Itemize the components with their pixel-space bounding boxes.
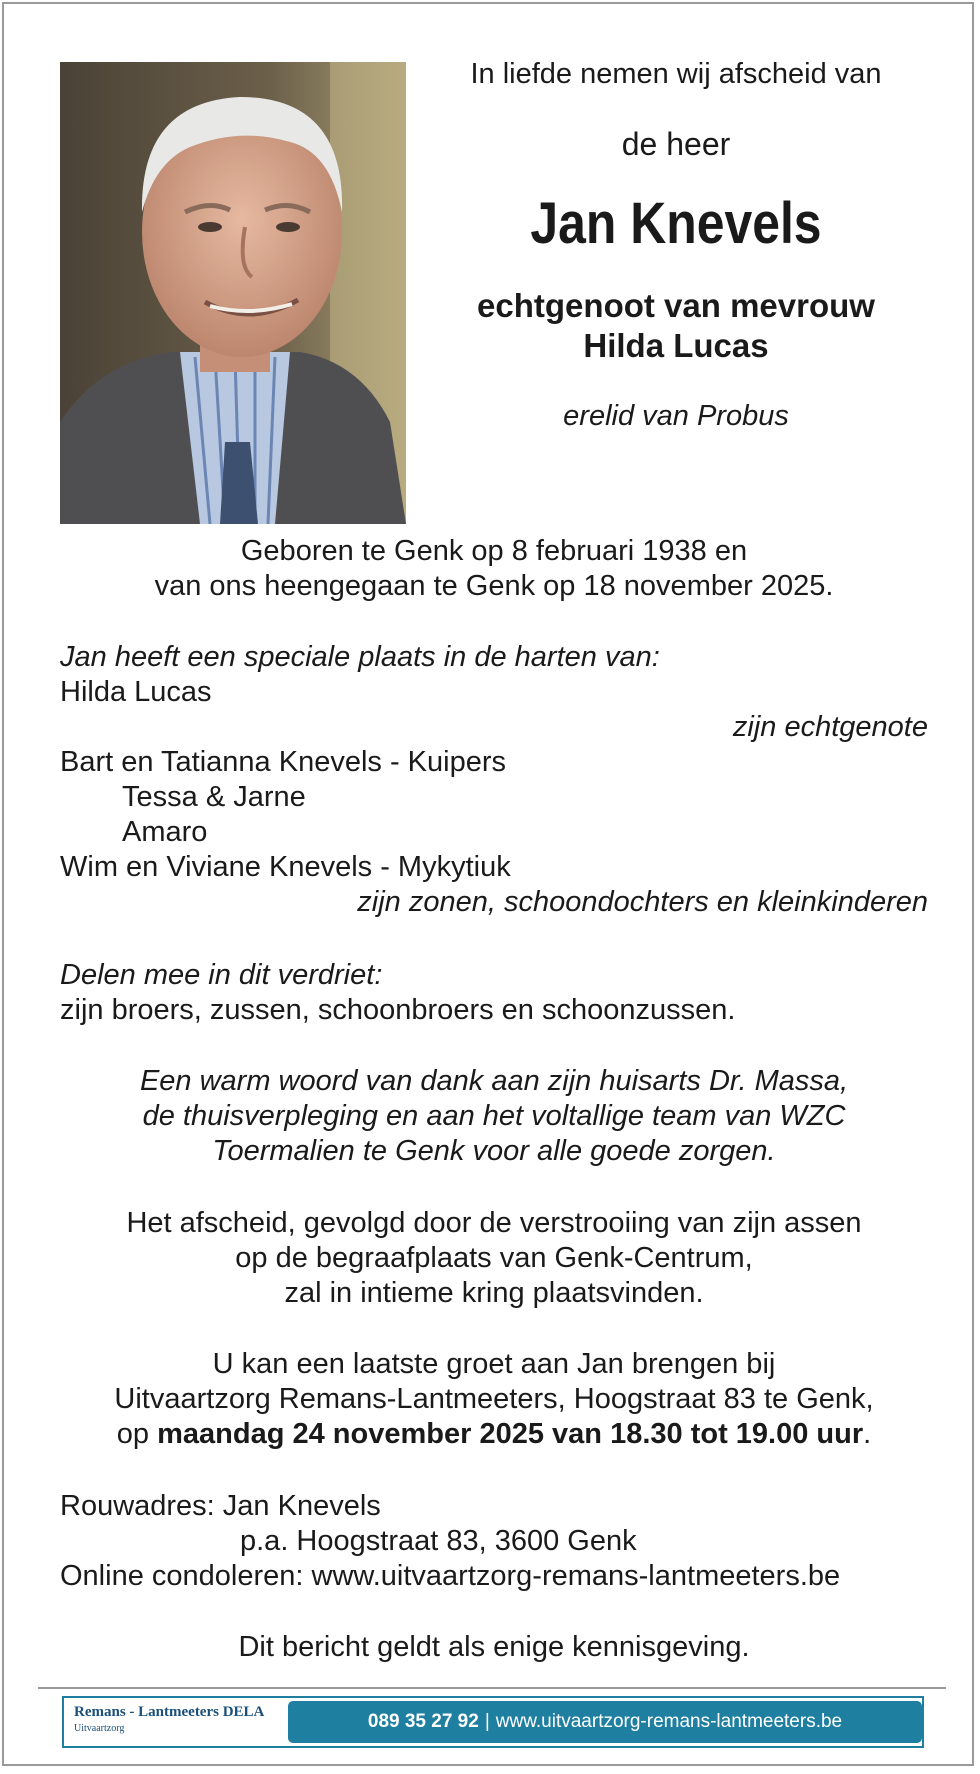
grandchildren-1: Tessa & Jarne [122,781,306,813]
footer-divider [38,1687,946,1689]
visit-line-1: U kan een laatste groet aan Jan brengen bij [212,1348,776,1380]
visit-block [60,1347,928,1452]
website-link[interactable]: www.uitvaartzorg-remans-lantmeeters.be [495,1711,843,1732]
dates-block [60,534,928,604]
spouse-line-2: Hilda Lucas [583,327,769,364]
spouse-name: Hilda Lucas [60,676,212,708]
notice-line: Dit bericht geldt als enige kennisgeving. [238,1631,750,1663]
title-prefix: de heer [621,126,731,162]
farewell-line-1: Het afscheid, gevolgd door de verstrooiing van zijn assen [126,1207,862,1239]
portrait-photo [60,62,406,524]
farewell-block [60,1206,928,1311]
farewell-line-2: op de begraafplaats van Genk-Centrum, [235,1242,753,1274]
deceased-name: Jan Knevels [530,191,822,256]
birth-line: Geboren te Genk op 8 februari 1938 en [240,535,748,567]
thanks-line-3: Toermalien te Genk voor alle goede zorgen. [212,1135,776,1167]
mourning-address-line-2: p.a. Hoogstraat 83, 3600 Genk [240,1525,637,1557]
spouse-line-1: echtgenoot van mevrouw [477,287,875,324]
visit-suffix: . [863,1418,872,1450]
thanks-line-2: de thuisverpleging en aan het voltallige team van WZC [142,1100,846,1132]
spouse-role: zijn echtgenote [732,711,928,743]
visit-prefix: op [116,1418,158,1450]
thanks-block [60,1064,928,1169]
phone-number[interactable]: 089 35 27 92 [367,1711,479,1732]
visit-datetime: maandag 24 november 2025 van 18.30 tot 19.00 uur [157,1418,864,1450]
family-block [60,640,928,920]
intro-line: In liefde nemen wij afscheid van [470,58,882,90]
logo-name: Remans - Lantmeeters DELA [74,1704,265,1720]
siblings-line: zijn broers, zussen, schoonbroers en schoonzussen. [60,994,736,1026]
membership-line: erelid van Probus [563,400,789,432]
contact-block [60,1489,928,1594]
thanks-line-1: Een warm woord van dank aan zijn huisarts Dr. Massa, [139,1065,849,1097]
logo-subtitle: Uitvaartzorg [74,1723,125,1734]
grandchildren-2: Amaro [122,816,208,848]
obituary-page [2,2,974,1766]
footer-separator: | [484,1711,490,1732]
son-2: Wim en Viviane Knevels - Mykytiuk [60,851,511,883]
death-line: van ons heengegaan te Genk op 18 november 2025. [154,570,834,602]
grief-block [60,958,928,1028]
online-condolence: Online condoleren: www.uitvaartzorg-remans-lantmeeters.be [60,1560,841,1592]
visit-line-3 [60,1417,928,1452]
visit-line-2: Uitvaartzorg Remans-Lantmeeters, Hoogstraat 83 te Genk, [114,1383,874,1415]
children-role: zijn zonen, schoondochters en kleinkinderen [357,886,928,918]
son-1: Bart en Tatianna Knevels - Kuipers [60,746,507,778]
grief-heading: Delen mee in dit verdriet: [60,959,383,991]
mourning-address-line-1: Rouwadres: Jan Knevels [60,1490,381,1522]
portrait-illustration [60,62,406,524]
funeral-home-logo [74,1704,264,1734]
obituary-header [416,52,936,436]
family-heading: Jan heeft een speciale plaats in de harten van: [60,641,660,673]
footer-contact-bar [288,1701,922,1743]
farewell-line-3: zal in intieme kring plaatsvinden. [284,1277,704,1309]
funeral-home-footer [62,1696,924,1748]
